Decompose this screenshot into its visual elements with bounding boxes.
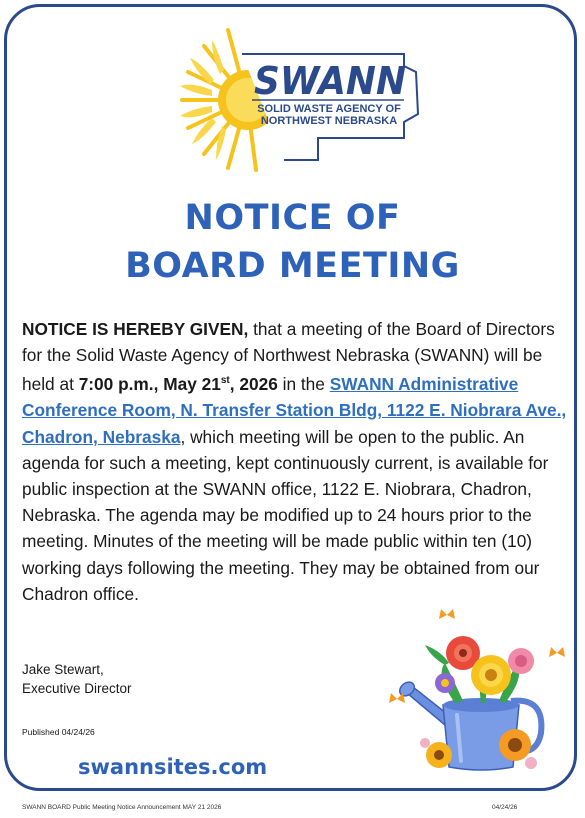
notice-body (22, 316, 567, 607)
logo-tagline-1: Solid Waste Agency of (257, 103, 401, 115)
signature-block (22, 660, 132, 698)
logo-name: SWANN (254, 59, 406, 103)
flower-pink (508, 648, 534, 674)
notice-lead: NOTICE IS HEREBY GIVEN, (22, 319, 249, 339)
logo-tagline-2: Northwest Nebraska (260, 115, 398, 127)
meeting-location-link[interactable]: SWANN Administrative Conference Room, N. Transfer Station Bldg, 1122 E. Niobrara Ave., Chadron, Nebraska (22, 374, 567, 447)
flower-yellow (471, 655, 511, 695)
watering-can-flowers-illustration (385, 605, 575, 780)
notice-text-1: that a meeting of the Board of Directors for the Solid Waste Agency of Northwest Nebraska (SWANN) will be held at (22, 319, 555, 395)
signer-name: Jake Stewart, (22, 662, 104, 677)
title-line-2: BOARD MEETING (125, 246, 460, 286)
date-suffix: st (220, 375, 230, 387)
published-date: Published 04/24/26 (22, 727, 95, 737)
footer-document-title: SWANN BOARD Public Meeting Notice Announcement MAY 21 2026 (22, 804, 222, 811)
meeting-time: 7:00 p.m., May 21st, 2026 (78, 374, 278, 395)
website-link[interactable]: swannsites.com (78, 755, 268, 779)
notice-text-3: , which meeting will be open to the public. An agenda for such a meeting, kept continuously current, is available for public inspection at the SWANN office, 1122 E. Niobrara, Chadron, Nebraska. The agenda may be modified up to 24 hours prior to the meeting. Minutes of the meeting will be made public within ten (10) working days following the meeting. They may be obtained from our Chadron office. (22, 426, 549, 604)
title-line-1: NOTICE OF (184, 198, 401, 238)
notice-text-2: in the (277, 374, 330, 395)
swann-logo (172, 22, 422, 174)
flower-purple (435, 673, 455, 693)
signer-role: Executive Director (22, 681, 132, 696)
footer-date: 04/24/26 (492, 804, 518, 811)
